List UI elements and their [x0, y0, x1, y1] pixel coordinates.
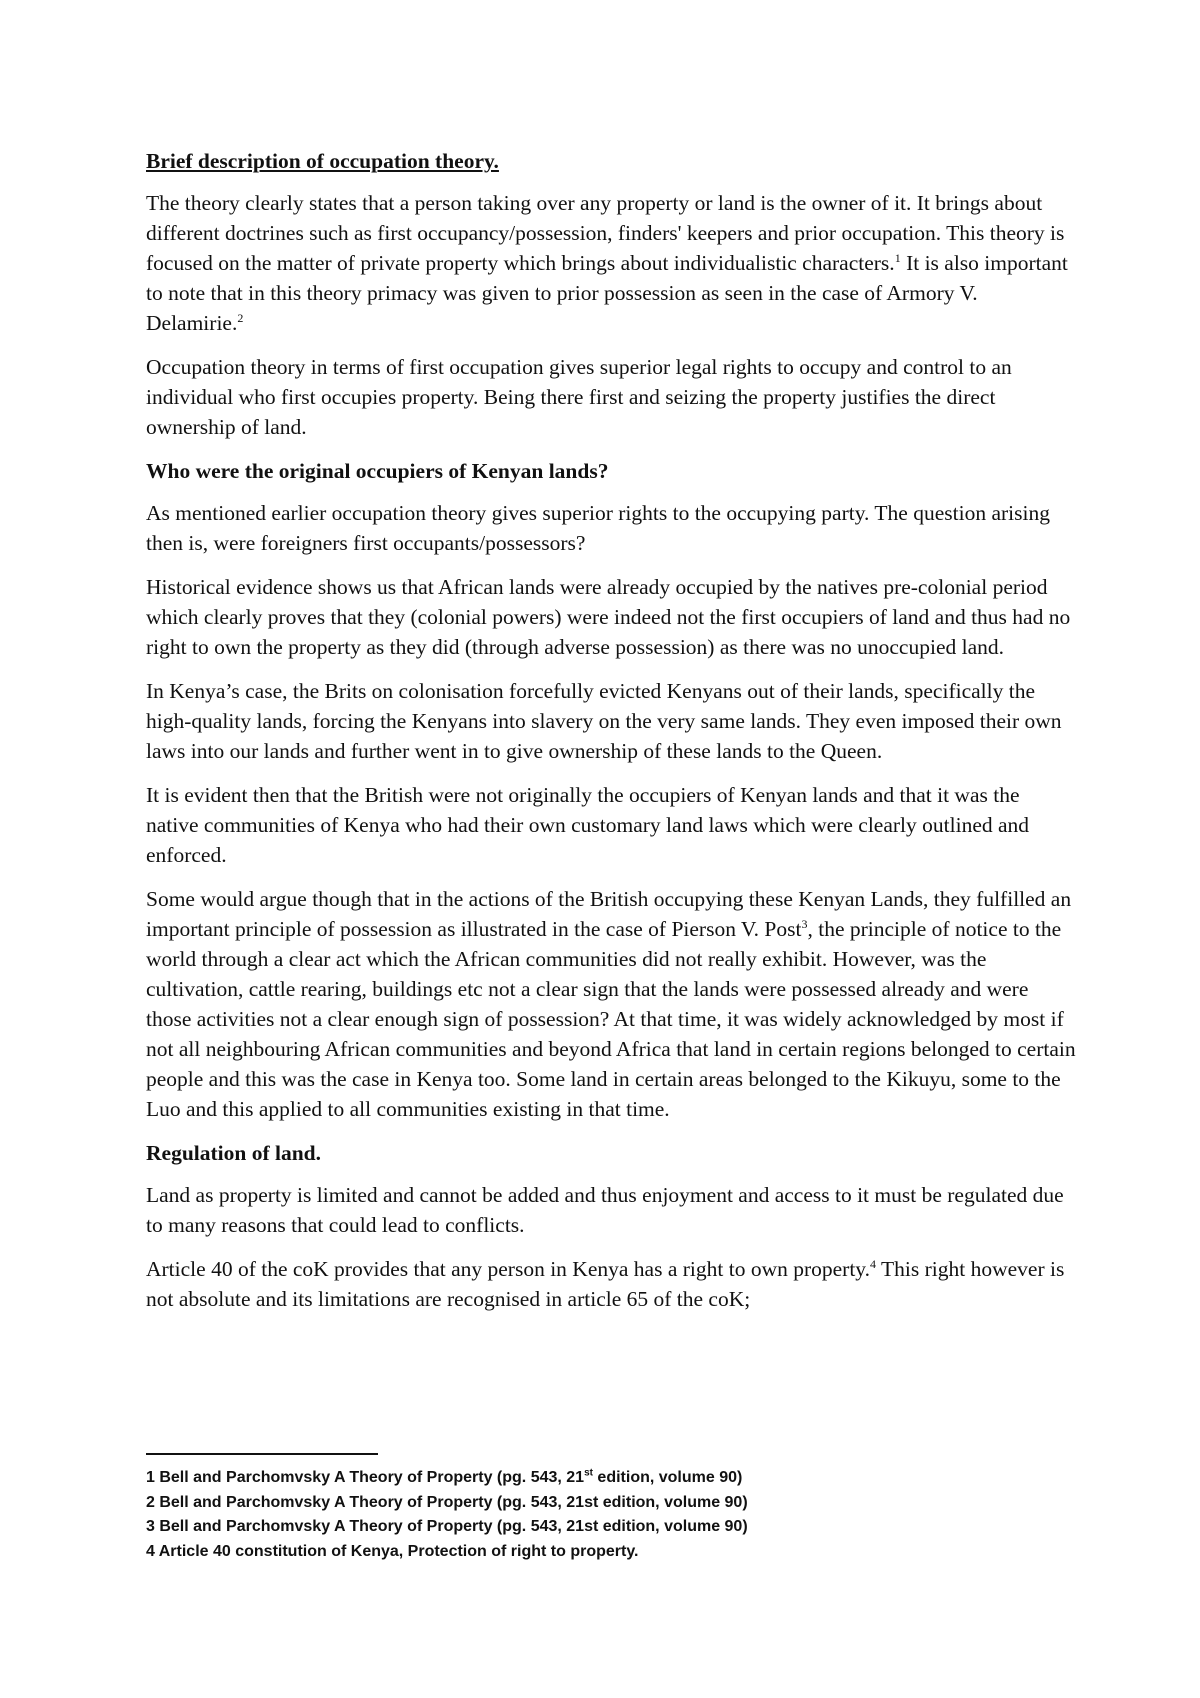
- footnote-2: 2 Bell and Parchomvsky A Theory of Property (pg. 543, 21st edition, volume 90): [146, 1493, 748, 1511]
- paragraph-historical-evidence: Historical evidence shows us that African lands were already occupied by the natives pre-colonial period which clearly proves that they (colonial powers) were indeed not the first occupiers of land and thus had no right to own the property as they did (through adverse possession) as there was no unoccupied land.: [146, 575, 1071, 659]
- paragraph-theory-statement: [146, 188, 1076, 338]
- paragraph-text: , the principle of notice to the world through a clear act which the African communities did not really exhibit. However, was the cultivation, cattle rearing, buildings etc not a clear sign that the lands were possessed already and were those activities not a clear enough sign of possession? At that time, it was widely acknowledged by most if not all neighbouring African communities and beyond Africa that land in certain regions belonged to certain people and this was the case in Kenya too. Some land in certain areas belonged to the Kikuyu, some to the Luo and this applied to all communities existing in that time.: [146, 917, 1076, 1121]
- footnote-text: 1 Bell and Parchomvsky A Theory of Property (pg. 543, 21: [146, 1469, 585, 1486]
- footnote-ref-1: 1: [894, 250, 901, 265]
- footnote-ref-3: 3: [801, 916, 808, 931]
- heading-original-occupiers: Who were the original occupiers of Kenyan lands?: [146, 459, 609, 483]
- paragraph-text: Some would argue though that in the actions of the British occupying these Kenyan Lands, they fulfilled an important principle of possession as illustrated in the case of Pierson V. Post: [146, 887, 1072, 941]
- paragraph-article-40: [146, 1254, 1076, 1314]
- paragraph-land-limited: Land as property is limited and cannot be added and thus enjoyment and access to it must be regulated due to many reasons that could lead to conflicts.: [146, 1183, 1064, 1237]
- paragraph-text: It is also important to note that in this theory primacy was given to prior possession as seen in the case of Armory V. Delamirie.: [146, 251, 1068, 335]
- heading-regulation-of-land: Regulation of land.: [146, 1141, 322, 1165]
- document-body: [146, 146, 1076, 1328]
- footnote-ref-2: 2: [237, 310, 244, 325]
- footnote-4: 4 Article 40 constitution of Kenya, Protection of right to property.: [146, 1542, 639, 1560]
- footnote-superscript: st: [584, 1467, 593, 1479]
- footnote-1: [146, 1466, 1076, 1491]
- paragraph-text: This right however is not absolute and its limitations are recognised in article 65 of the coK;: [146, 1257, 1065, 1311]
- paragraph-native-communities: It is evident then that the British were not originally the occupiers of Kenyan lands and that it was the native communities of Kenya who had their own customary land laws which were clearly outlined and enforced.: [146, 783, 1030, 867]
- paragraph-first-occupation: Occupation theory in terms of first occupation gives superior legal rights to occupy and control to an individual who first occupies property. Being there first and seizing the property justifies the direct ownership of land.: [146, 355, 1012, 439]
- footnotes: [146, 1466, 1076, 1564]
- paragraph-text: The theory clearly states that a person taking over any property or land is the owner of it. It brings about different doctrines such as first occupancy/possession, finders' keepers and prior occupation. This theory is focused on the matter of private property which brings about individualistic characters.: [146, 191, 1065, 275]
- paragraph-pierson-post: [146, 884, 1076, 1124]
- paragraph-text: Article 40 of the coK provides that any person in Kenya has a right to own property.: [146, 1257, 871, 1281]
- footnote-text: edition, volume 90): [592, 1469, 743, 1486]
- footnote-3: 3 Bell and Parchomvsky A Theory of Property (pg. 543, 21st edition, volume 90): [146, 1518, 748, 1535]
- heading-occupation-theory: Brief description of occupation theory.: [146, 149, 499, 173]
- footnote-separator: [146, 1453, 378, 1455]
- paragraph-kenya-case: In Kenya’s case, the Brits on colonisation forcefully evicted Kenyans out of their lands, specifically the high-quality lands, forcing the Kenyans into slavery on the very same lands. They even imposed their own laws into our lands and further went in to give ownership of these lands to the Queen.: [146, 679, 1062, 763]
- paragraph-superior-rights: As mentioned earlier occupation theory gives superior rights to the occupying party. The question arising then is, were foreigners first occupants/possessors?: [146, 501, 1050, 555]
- footnote-ref-4: 4: [870, 1256, 877, 1271]
